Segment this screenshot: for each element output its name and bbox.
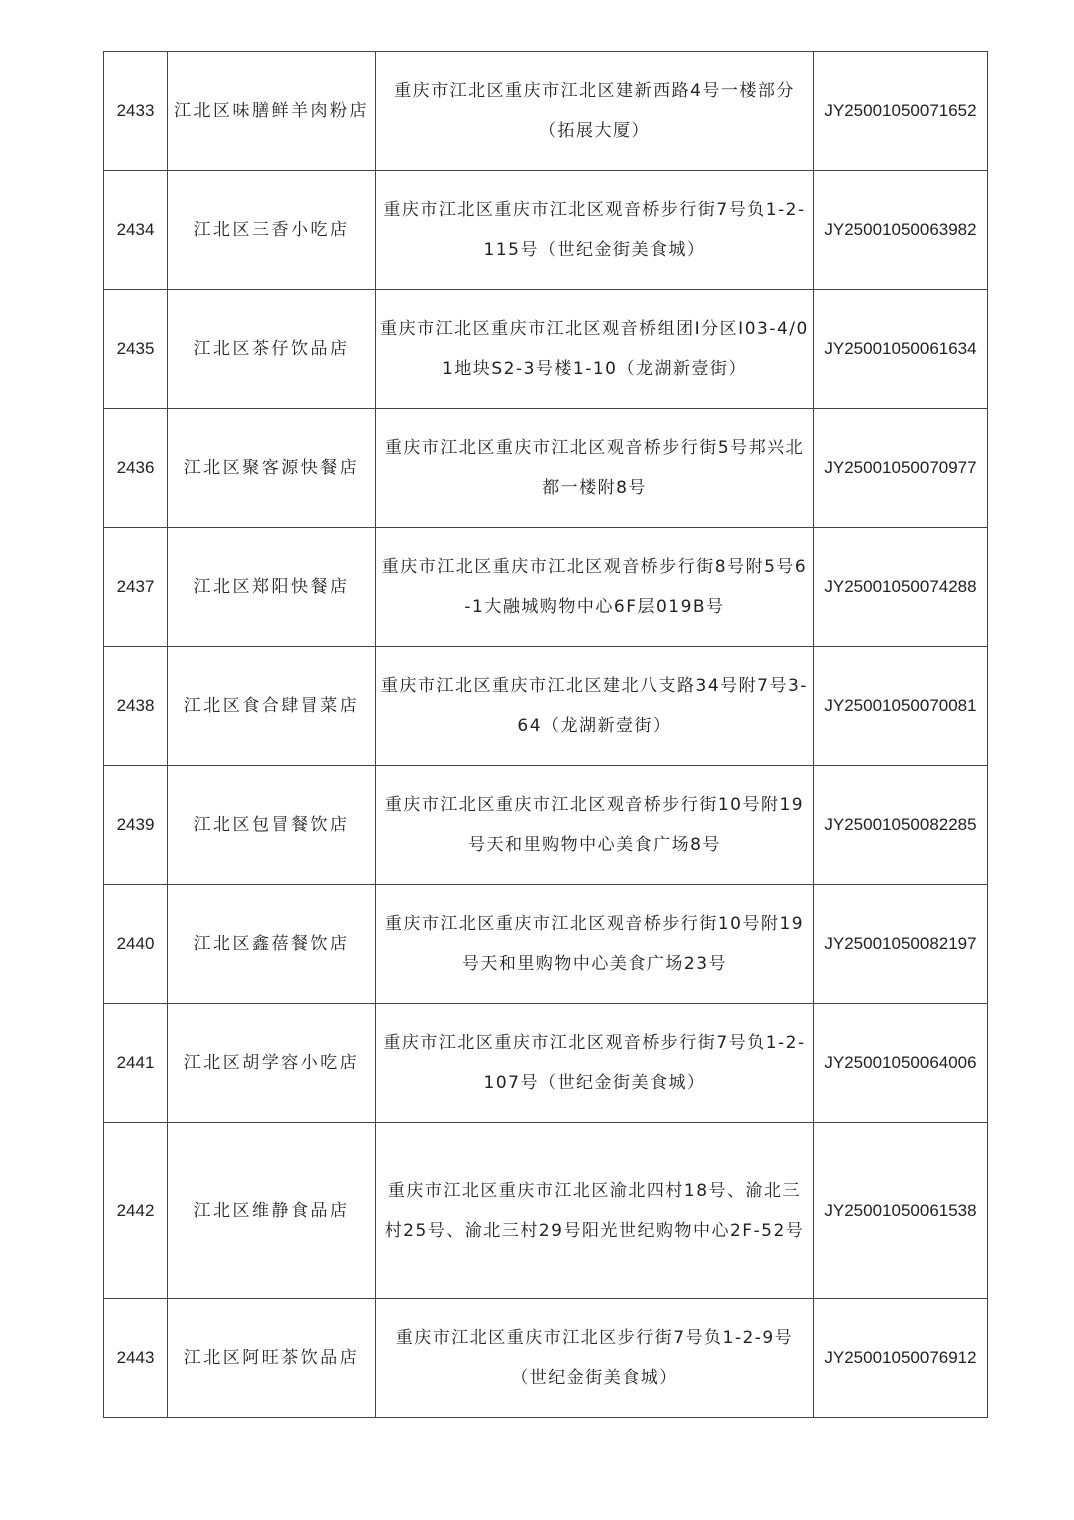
business-name-cell: 江北区维静食品店 [168, 1123, 376, 1299]
row-number-cell: 2439 [104, 766, 168, 885]
license-number-cell: JY25001050061634 [814, 290, 988, 409]
address-cell: 重庆市江北区重庆市江北区观音桥步行街8号附5号6-1大融城购物中心6F层019B号 [376, 528, 814, 647]
business-name-cell: 江北区味膳鲜羊肉粉店 [168, 52, 376, 171]
table-row [104, 1123, 988, 1299]
license-number-cell: JY25001050071652 [814, 52, 988, 171]
license-number-cell: JY25001050070081 [814, 647, 988, 766]
business-name-cell: 江北区聚客源快餐店 [168, 409, 376, 528]
business-name-cell: 江北区茶仔饮品店 [168, 290, 376, 409]
address-cell: 重庆市江北区重庆市江北区步行街7号负1-2-9号（世纪金街美食城） [376, 1299, 814, 1418]
table-row [104, 52, 988, 171]
license-number-cell: JY25001050074288 [814, 528, 988, 647]
business-name-cell: 江北区包冒餐饮店 [168, 766, 376, 885]
row-number-cell: 2434 [104, 171, 168, 290]
row-number-cell: 2441 [104, 1004, 168, 1123]
address-cell: 重庆市江北区重庆市江北区观音桥步行街10号附19号天和里购物中心美食广场23号 [376, 885, 814, 1004]
address-cell: 重庆市江北区重庆市江北区观音桥步行街10号附19号天和里购物中心美食广场8号 [376, 766, 814, 885]
table-row [104, 290, 988, 409]
license-number-cell: JY25001050076912 [814, 1299, 988, 1418]
license-number-cell: JY25001050063982 [814, 171, 988, 290]
license-number-cell: JY25001050070977 [814, 409, 988, 528]
row-number-cell: 2436 [104, 409, 168, 528]
business-name-cell: 江北区阿旺茶饮品店 [168, 1299, 376, 1418]
row-number-cell: 2433 [104, 52, 168, 171]
table-row [104, 1299, 988, 1418]
address-cell: 重庆市江北区重庆市江北区建新西路4号一楼部分（拓展大厦） [376, 52, 814, 171]
license-number-cell: JY25001050082197 [814, 885, 988, 1004]
row-number-cell: 2438 [104, 647, 168, 766]
row-number-cell: 2440 [104, 885, 168, 1004]
table-row [104, 885, 988, 1004]
business-name-cell: 江北区郑阳快餐店 [168, 528, 376, 647]
table-row [104, 647, 988, 766]
address-cell: 重庆市江北区重庆市江北区渝北四村18号、渝北三村25号、渝北三村29号阳光世纪购物中心2F-52号 [376, 1123, 814, 1299]
row-number-cell: 2435 [104, 290, 168, 409]
table-row [104, 409, 988, 528]
table-row [104, 171, 988, 290]
records-table [103, 51, 988, 1418]
license-number-cell: JY25001050082285 [814, 766, 988, 885]
row-number-cell: 2437 [104, 528, 168, 647]
license-number-cell: JY25001050064006 [814, 1004, 988, 1123]
row-number-cell: 2443 [104, 1299, 168, 1418]
business-name-cell: 江北区食合肆冒菜店 [168, 647, 376, 766]
row-number-cell: 2442 [104, 1123, 168, 1299]
table-row [104, 1004, 988, 1123]
business-name-cell: 江北区胡学容小吃店 [168, 1004, 376, 1123]
address-cell: 重庆市江北区重庆市江北区建北八支路34号附7号3-64（龙湖新壹街） [376, 647, 814, 766]
address-cell: 重庆市江北区重庆市江北区观音桥步行街7号负1-2-107号（世纪金街美食城） [376, 1004, 814, 1123]
business-name-cell: 江北区鑫蓓餐饮店 [168, 885, 376, 1004]
address-cell: 重庆市江北区重庆市江北区观音桥组团Ⅰ分区I03-4/01地块S2-3号楼1-10（龙湖新壹街） [376, 290, 814, 409]
table-row [104, 766, 988, 885]
address-cell: 重庆市江北区重庆市江北区观音桥步行街5号邦兴北都一楼附8号 [376, 409, 814, 528]
address-cell: 重庆市江北区重庆市江北区观音桥步行街7号负1-2-115号（世纪金街美食城） [376, 171, 814, 290]
table-row [104, 528, 988, 647]
license-number-cell: JY25001050061538 [814, 1123, 988, 1299]
business-name-cell: 江北区三香小吃店 [168, 171, 376, 290]
